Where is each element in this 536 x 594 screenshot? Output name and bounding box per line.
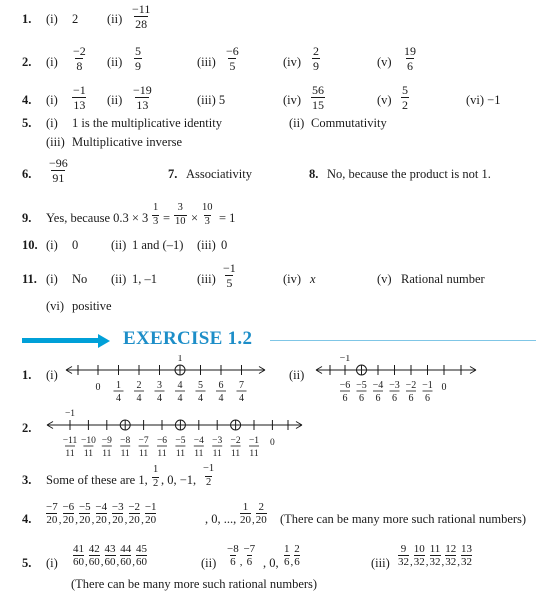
tick-label-denominator: 11 (231, 449, 241, 458)
zero-label: 0 (441, 382, 447, 393)
q7-number: 7. (168, 167, 178, 181)
q5-i-label: (i) (46, 116, 58, 130)
tick-label-denominator: 11 (175, 449, 185, 458)
e3-middle: , 0, −1, (161, 473, 197, 487)
e4-sequence-tail (240, 502, 267, 526)
sequence-fraction: 42 60 (88, 543, 100, 568)
sequence-fraction: 10 32 (413, 543, 425, 568)
q10-iii-label: (iii) (197, 238, 216, 252)
tick-label-denominator: 11 (102, 449, 112, 458)
sequence-fraction: −1 20 (144, 501, 157, 526)
tick-label-denominator: 6 (392, 393, 397, 404)
tick-label-denominator: 11 (249, 449, 259, 458)
tick-label-denominator: 6 (408, 393, 414, 404)
e2-number: 2. (22, 421, 32, 435)
tick-label-numerator: −9 (101, 436, 112, 446)
q11-i-label: (i) (46, 272, 58, 286)
comma: , (290, 556, 294, 568)
tick-label-numerator: −4 (193, 436, 204, 446)
e5-iii-sequence (398, 544, 472, 568)
q11-iv-value: x (310, 272, 316, 286)
q11-ii-label: (ii) (111, 272, 127, 286)
tick-label-numerator: 1 (116, 380, 121, 391)
tick-label-denominator: 11 (212, 449, 222, 458)
tick-label-denominator: 11 (157, 449, 167, 458)
q5-i-text: 1 is the multiplicative identity (72, 116, 222, 130)
e5-i-label: (i) (46, 556, 58, 570)
q10-ii-label: (ii) (111, 238, 127, 252)
q8-text: No, because the product is not 1. (327, 167, 491, 181)
comma: , (124, 514, 128, 526)
q4-ii-fraction: $\frac{-19}{13}$ (133, 83, 152, 112)
tick-label-denominator: 11 (194, 449, 204, 458)
tick-label-denominator: 6 (359, 393, 364, 404)
sequence-fraction: 44 60 (120, 543, 132, 568)
q1-ii-fraction: $\frac{-11}{28}$ (132, 2, 151, 31)
tick-label-denominator: 4 (239, 393, 244, 404)
q2-iii-fraction: $\frac{-6}{5}$ (226, 44, 239, 73)
comma: , (239, 556, 243, 568)
q2-number: 2. (22, 55, 32, 69)
e5-ii-sequence-b (284, 544, 300, 568)
top-label: −1 (339, 355, 351, 364)
tick-label-numerator: 4 (177, 380, 183, 391)
e5-ii-sequence-a (227, 544, 255, 568)
comma: , (141, 514, 144, 526)
sequence-fraction: 13 32 (461, 543, 472, 568)
tick-label-numerator: 2 (136, 380, 142, 391)
comma: , (75, 514, 78, 526)
sequence-fraction: −7 6 (243, 543, 256, 568)
q2-ii-fraction: $\frac{5}{9}$ (135, 44, 141, 73)
exercise-title: EXERCISE 1.2 (123, 328, 253, 349)
q7-text: Associativity (186, 167, 252, 181)
q1-ii-label: (ii) (107, 12, 123, 26)
sequence-fraction: 2 6 (294, 543, 300, 568)
q5-ii-label: (ii) (289, 116, 305, 130)
q2-iv-fraction: $\frac{2}{9}$ (313, 44, 319, 73)
tick-label-numerator: −2 (405, 380, 417, 391)
q11-iii-fraction: $\frac{-1}{5}$ (223, 261, 236, 290)
q9-fraction-2: $\frac{10}{3}$ (202, 202, 213, 227)
tick-label-numerator: −7 (138, 436, 149, 446)
q1-i-value: 2 (72, 12, 79, 26)
e4-note: (There can be many more such rational numbers) (280, 512, 527, 526)
q9-equals: = (163, 211, 171, 225)
q4-i-label: (i) (46, 93, 58, 107)
e5-ii-label: (ii) (201, 556, 217, 570)
q9-mixed-fraction: $\frac{1}{3}$ (153, 202, 159, 227)
e1-number: 1. (22, 368, 32, 382)
zero-label: 0 (95, 382, 101, 393)
q9-number: 9. (22, 211, 32, 225)
tick-label-denominator: 4 (198, 393, 203, 404)
sequence-fraction: −7 20 (46, 501, 58, 526)
sequence-fraction: −5 20 (78, 501, 91, 526)
e5-iii-label: (iii) (371, 556, 390, 570)
tick-label-numerator: −11 (62, 436, 78, 446)
e1-i-label: (i) (46, 368, 58, 382)
q5-iii-text: Multiplicative inverse (72, 135, 183, 149)
q10-i-label: (i) (46, 238, 58, 252)
q2-ii-label: (ii) (107, 55, 123, 69)
e3-number: 3. (22, 473, 32, 487)
comma: , (132, 556, 135, 568)
q2-iv-label: (iv) (283, 55, 302, 69)
sequence-fraction: 9 32 (398, 543, 409, 568)
tick-label-denominator: 11 (120, 449, 130, 458)
e4-number: 4. (22, 512, 32, 526)
q9-fraction-1: $\frac{3}{10}$ (175, 202, 186, 227)
tick-label-numerator: −3 (212, 436, 223, 446)
q4-vi-value: (vi) −1 (466, 93, 501, 107)
sequence-fraction: 43 60 (104, 543, 116, 568)
tick-label-numerator: 6 (218, 380, 224, 391)
exercise-heading (22, 327, 536, 353)
q1-number: 1. (22, 12, 32, 26)
sequence-fraction: −2 20 (128, 501, 141, 526)
e4-sequence (46, 502, 157, 526)
tick-label-numerator: −2 (230, 436, 241, 446)
tick-label-denominator: 4 (157, 393, 162, 404)
top-label: −1 (64, 409, 76, 419)
q4-iv-label: (iv) (283, 93, 302, 107)
comma: , (108, 514, 111, 526)
q4-i-fraction: $\frac{-1}{13}$ (73, 83, 86, 112)
tick-label-numerator: −3 (389, 380, 400, 391)
q11-vi-label: (vi) (46, 299, 65, 313)
q10-number: 10. (22, 238, 38, 252)
q9-text: Yes, because 0.3 × 3 (46, 211, 149, 225)
comma: , (85, 556, 88, 568)
e3-fraction-1: $\frac{1}{2}$ (153, 464, 159, 489)
q6-number: 6. (22, 167, 32, 181)
q11-i-value: No (72, 272, 88, 286)
sequence-fraction: 1 6 (284, 543, 290, 568)
sequence-fraction: 12 32 (445, 543, 457, 568)
tick-label-denominator: 11 (139, 449, 149, 458)
q2-v-fraction: $\frac{19}{6}$ (404, 44, 416, 73)
q5-number: 5. (22, 116, 32, 130)
number-line-1-ii (0, 355, 536, 410)
sequence-fraction: −3 20 (111, 501, 124, 526)
heading-accent-bar (22, 338, 100, 343)
e3-text: Some of these are 1, (46, 473, 148, 487)
top-label: 1 (177, 355, 183, 364)
tick-label-numerator: −5 (175, 436, 186, 446)
sequence-fraction: 45 60 (136, 543, 147, 568)
tick-label-denominator: 6 (425, 393, 430, 404)
comma: , (457, 556, 460, 568)
tick-label-numerator: −6 (156, 436, 168, 446)
comma: , (91, 514, 95, 526)
q5-ii-text: Commutativity (311, 116, 387, 130)
q10-ii-value: 1 and (–1) (132, 238, 184, 252)
tick-label-denominator: 4 (218, 393, 224, 404)
q11-number: 11. (22, 272, 37, 286)
e4-middle: , 0, ..., (205, 512, 237, 526)
q11-v-value: Rational number (401, 272, 485, 286)
tick-label-numerator: −4 (372, 380, 384, 391)
heading-rule (270, 340, 536, 341)
q4-v-fraction: $\frac{5}{2}$ (402, 83, 408, 112)
sequence-fraction: −6 20 (62, 501, 75, 526)
sequence-fraction: −8 6 (227, 543, 239, 568)
comma: , (100, 556, 104, 568)
tick-label-numerator: −1 (422, 380, 433, 391)
tick-label-denominator: 6 (375, 393, 381, 404)
tick-label-numerator: 5 (198, 380, 203, 391)
q4-ii-label: (ii) (107, 93, 123, 107)
q1-i-label: (i) (46, 12, 58, 26)
tick-label-numerator: 7 (239, 380, 244, 391)
tick-label-denominator: 6 (342, 393, 348, 404)
q4-iii-value: (iii) 5 (197, 93, 226, 107)
e5-i-sequence (73, 544, 147, 568)
tick-label-numerator: −10 (80, 436, 96, 446)
q2-v-label: (v) (377, 55, 392, 69)
q9-times: × (191, 211, 199, 225)
tick-label-numerator: −8 (120, 436, 131, 446)
comma: , (58, 514, 62, 526)
q11-ii-value: 1, –1 (132, 272, 157, 286)
q11-v-label: (v) (377, 272, 392, 286)
comma: , (252, 514, 255, 526)
e5-note: (There can be many more such rational numbers) (71, 577, 318, 591)
q4-v-label: (v) (377, 93, 392, 107)
tick-label-denominator: 11 (65, 449, 75, 458)
q2-iii-label: (iii) (197, 55, 216, 69)
number-line-2 (0, 408, 536, 458)
q11-vi-value: positive (72, 299, 112, 313)
comma: , (116, 556, 120, 568)
q10-i-value: 0 (72, 238, 79, 252)
comma: , (425, 556, 429, 568)
tick-label-denominator: 11 (83, 449, 93, 458)
zero-label: 0 (270, 438, 275, 448)
e5-number: 5. (22, 556, 32, 570)
heading-arrow-icon (98, 334, 110, 348)
tick-label-denominator: 4 (136, 393, 142, 404)
sequence-fraction: 2 20 (255, 501, 267, 526)
sequence-fraction: 41 60 (73, 543, 84, 568)
comma: , (441, 556, 445, 568)
q9-result: = 1 (219, 211, 236, 225)
comma: , (410, 556, 413, 568)
q2-i-fraction: $\frac{-2}{8}$ (73, 44, 86, 73)
q11-iv-label: (iv) (283, 272, 302, 286)
tick-label-numerator: −1 (248, 436, 260, 446)
q4-number: 4. (22, 93, 32, 107)
tick-label-numerator: −6 (339, 380, 351, 391)
e3-fraction-2: $\frac{-1}{2}$ (203, 463, 215, 488)
sequence-fraction: 11 32 (429, 543, 441, 568)
tick-label-numerator: −5 (356, 380, 367, 391)
tick-label-numerator: 3 (157, 380, 162, 391)
sequence-fraction: −4 20 (95, 501, 108, 526)
tick-label-denominator: 4 (116, 393, 121, 404)
e1-ii-label: (ii) (289, 368, 305, 382)
q8-number: 8. (309, 167, 319, 181)
q4-iv-fraction: $\frac{56}{15}$ (312, 83, 324, 112)
q11-iii-label: (iii) (197, 272, 216, 286)
q2-i-label: (i) (46, 55, 58, 69)
q6-fraction: $\frac{-96}{91}$ (49, 156, 68, 185)
tick-label-denominator: 4 (177, 393, 183, 404)
q10-iii-value: 0 (221, 238, 228, 252)
sequence-fraction: 1 20 (240, 501, 251, 526)
q5-iii-label: (iii) (46, 135, 65, 149)
e5-ii-middle: , 0, (263, 556, 279, 570)
